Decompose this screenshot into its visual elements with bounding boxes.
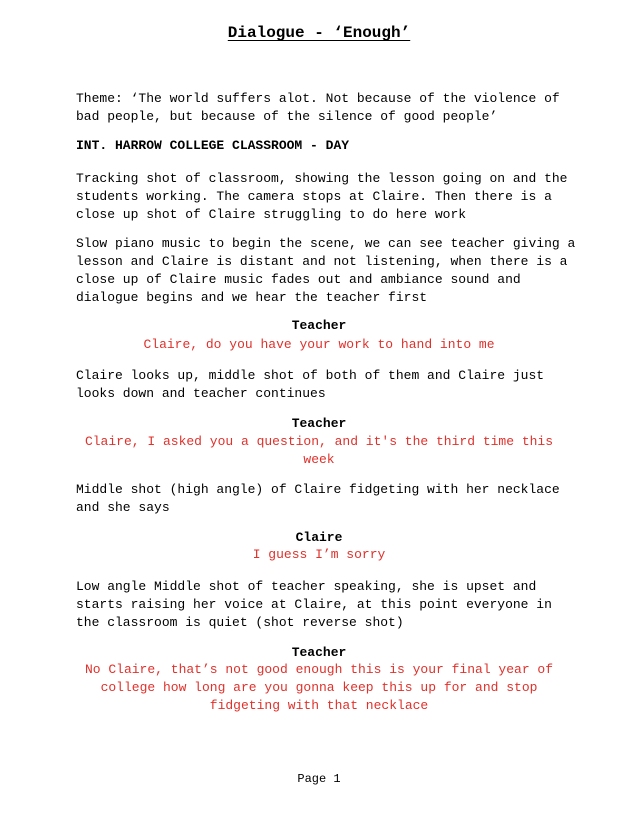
character-name: Teacher xyxy=(291,416,347,431)
action-paragraph-4: Middle shot (high angle) of Claire fidgeting with her necklace and she says xyxy=(76,482,560,515)
document-title-text: Dialogue - ‘Enough’ xyxy=(227,24,411,42)
dialogue-line: Claire, I asked you a question, and it's the third time this week xyxy=(84,434,554,467)
dialogue-line: Claire, do you have your work to hand into me xyxy=(143,337,495,352)
character-name: Teacher xyxy=(291,645,347,660)
dialogue-line: I guess I’m sorry xyxy=(252,547,386,562)
document-title xyxy=(0,24,638,42)
character-name: Teacher xyxy=(291,318,347,333)
scene-heading: INT. HARROW COLLEGE CLASSROOM - DAY xyxy=(76,138,350,153)
character-name: Claire xyxy=(295,530,343,545)
dialogue-line: No Claire, that’s not good enough this is your final year of college how long are you gonna keep this up for and stop fidgeting with that necklace xyxy=(84,662,554,713)
theme-paragraph: Theme: ‘The world suffers alot. Not because of the violence of bad people, but because of the silence of good people’ xyxy=(76,91,560,124)
action-paragraph-2: Slow piano music to begin the scene, we can see teacher giving a lesson and Claire is distant and not listening, when there is a close up of Claire music fades out and ambiance sound and dialogue begins and we hear the teacher first xyxy=(76,236,576,305)
action-paragraph-5: Low angle Middle shot of teacher speaking, she is upset and starts raising her voice at Claire, at this point everyone in the classroom is quiet (shot reverse shot) xyxy=(76,579,552,630)
action-paragraph-3: Claire looks up, middle shot of both of them and Claire just looks down and teacher continues xyxy=(76,368,545,401)
page-number: Page 1 xyxy=(297,772,341,786)
action-paragraph-1: Tracking shot of classroom, showing the lesson going on and the students working. The camera stops at Claire. Then there is a close up shot of Claire struggling to do here work xyxy=(76,171,568,222)
